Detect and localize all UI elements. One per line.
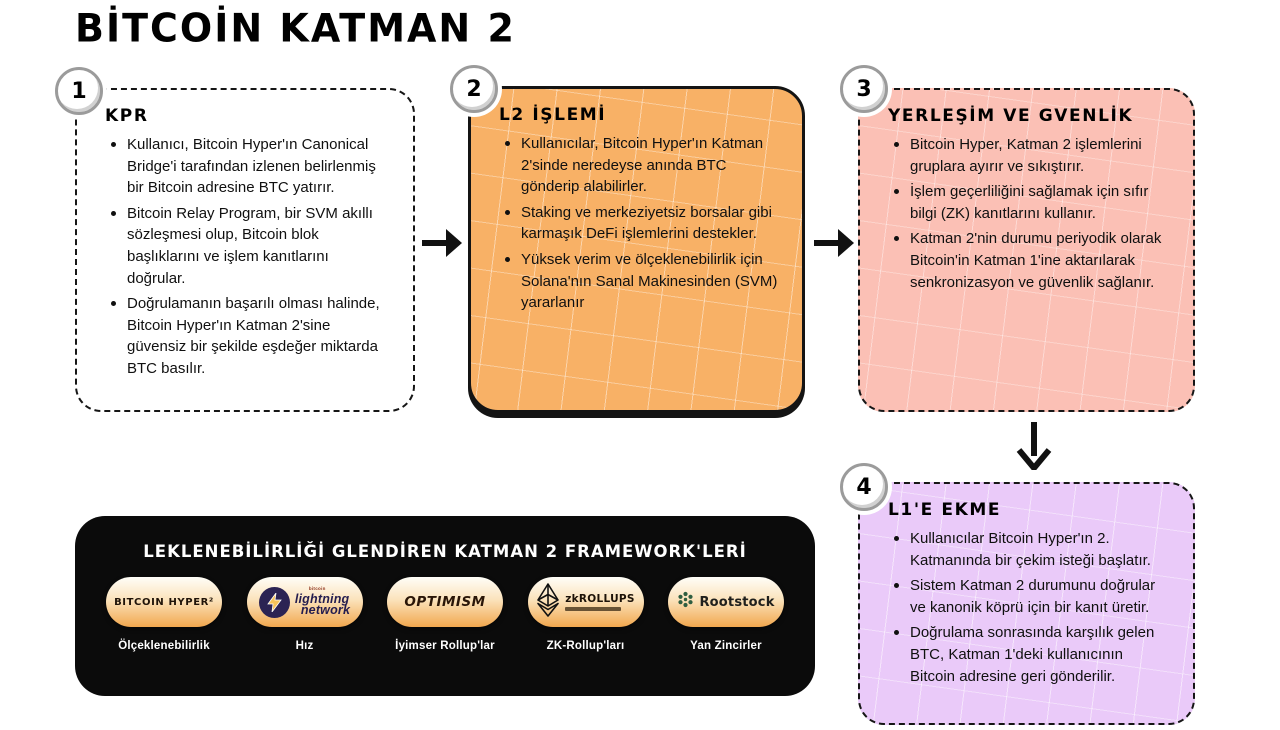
zkrollups-tagline-bar [565, 607, 621, 611]
bullet-item: Doğrulamanın başarılı olması halinde, Bitcoin Hyper'ın Katman 2'sine güvensiz bir şekilde eşdeğer miktarda BTC basılır. [111, 293, 389, 379]
framework-item-zkrollups [525, 577, 647, 652]
step-3-number: 3 [856, 76, 872, 102]
step-4-heading: L1'E EKME [888, 500, 1002, 520]
step-1-box [75, 88, 415, 412]
rootstock-logo [668, 577, 784, 627]
framework-item-optimism [384, 577, 506, 652]
bullet-item: Bitcoin Relay Program, bir SVM akıllı sözleşmesi olup, Bitcoin blok başlıklarını ve işlem kanıtlarını doğrular. [111, 203, 389, 289]
step-3-heading: YERLEŞİM VE GVENLİK [888, 106, 1134, 126]
right-arrow-icon [420, 222, 466, 269]
zkrollups-logo [528, 577, 644, 627]
framework-caption: ZK-Rollup'ları [546, 640, 625, 652]
right-arrow-icon [812, 222, 858, 269]
framework-item-bitcoin-hyper [103, 577, 225, 652]
bullet-item: Staking ve merkeziyetsiz borsalar gibi karmaşık DeFi işlemlerini destekler. [505, 202, 778, 245]
lightning-word: lightning [294, 591, 350, 606]
bullet-item: Bitcoin Hyper, Katman 2 işlemlerini gruplara ayırır ve sıkıştırır. [894, 134, 1169, 177]
step-1-number: 1 [71, 78, 87, 104]
step-2-number: 2 [466, 76, 482, 102]
bullet-item: Kullanıcılar Bitcoin Hyper'ın 2. Katmanında bir çekim isteği başlatır. [894, 528, 1169, 571]
optimism-logo-text: OPTIMISM [404, 594, 486, 610]
framework-caption: Yan Zincirler [690, 640, 762, 652]
step-4-number: 4 [856, 474, 872, 500]
framework-item-rootstock [665, 577, 787, 652]
rootstock-logo-text: Rootstock [699, 594, 775, 610]
bitcoin-hyper-logo-text: BITCOIN HYPER² [114, 596, 214, 608]
step-2-heading: L2 İŞLEMİ [499, 105, 607, 125]
bullet-item: Yüksek verim ve ölçeklenebilirlik için Solana'nın Sanal Makinesinden (SVM) yararlanır [505, 249, 778, 314]
step-3-bullet-list [888, 134, 1169, 293]
network-word: network [300, 603, 351, 618]
zkrollups-logo-text: zkROLLUPS [565, 593, 635, 611]
lightning-network-logo [247, 577, 363, 627]
step-2-box [468, 86, 805, 413]
step-1-bullet-list [105, 134, 389, 380]
lightning-network-logo-text [295, 587, 350, 617]
bullet-item: Katman 2'nin durumu periyodik olarak Bitcoin'in Katman 1'ine aktarılarak senkronizasyon ve güvenlik sağlanır. [894, 228, 1169, 293]
bullet-item: Kullanıcılar, Bitcoin Hyper'ın Katman 2'sinde neredeyse anında BTC gönderip alabilirler. [505, 133, 778, 198]
frameworks-panel-title: LEKLENEBİLİRLİĞİ GLENDİREN KATMAN 2 FRAMEWORK'LERİ [143, 542, 747, 561]
step-3-box [858, 88, 1195, 412]
step-2-number-badge [450, 65, 498, 113]
step-4-box [858, 482, 1195, 725]
step-1-number-badge [55, 67, 103, 115]
bullet-item: İşlem geçerliliğini sağlamak için sıfır bilgi (ZK) kanıtlarını kullanır. [894, 181, 1169, 224]
down-arrow-icon [1012, 420, 1056, 475]
framework-caption: Hız [295, 640, 314, 652]
optimism-logo [387, 577, 503, 627]
step-2-bullet-list [499, 133, 778, 314]
rootstock-flower-icon [677, 591, 694, 613]
bullet-item: Sistem Katman 2 durumunu doğrular ve kanonik köprü için bir kanıt üretir. [894, 575, 1169, 618]
bullet-item: Kullanıcı, Bitcoin Hyper'ın Canonical Bridge'i tarafından izlenen belirlenmiş bir Bitcoin adresine BTC yatırır. [111, 134, 389, 199]
step-4-number-badge [840, 463, 888, 511]
step-3-number-badge [840, 65, 888, 113]
frameworks-panel [75, 516, 815, 696]
step-4-bullet-list [888, 528, 1169, 687]
framework-caption: İyimser Rollup'lar [395, 640, 495, 652]
framework-caption: Ölçeklenebilirlik [118, 640, 210, 652]
frameworks-row [101, 577, 789, 652]
page-title: BİTCOİN KATMAN 2 [75, 5, 516, 51]
bitcoin-hyper-logo [106, 577, 222, 627]
bullet-item: Doğrulama sonrasında karşılık gelen BTC, Katman 1'deki kullanıcının Bitcoin adresine geri gönderilir. [894, 622, 1169, 687]
lightning-network-top-label: bitcoin [308, 586, 326, 592]
ethereum-diamond-icon [536, 583, 560, 622]
step-1-heading: KPR [105, 106, 149, 126]
lightning-bolt-icon [259, 587, 290, 618]
framework-item-lightning-network [244, 577, 366, 652]
